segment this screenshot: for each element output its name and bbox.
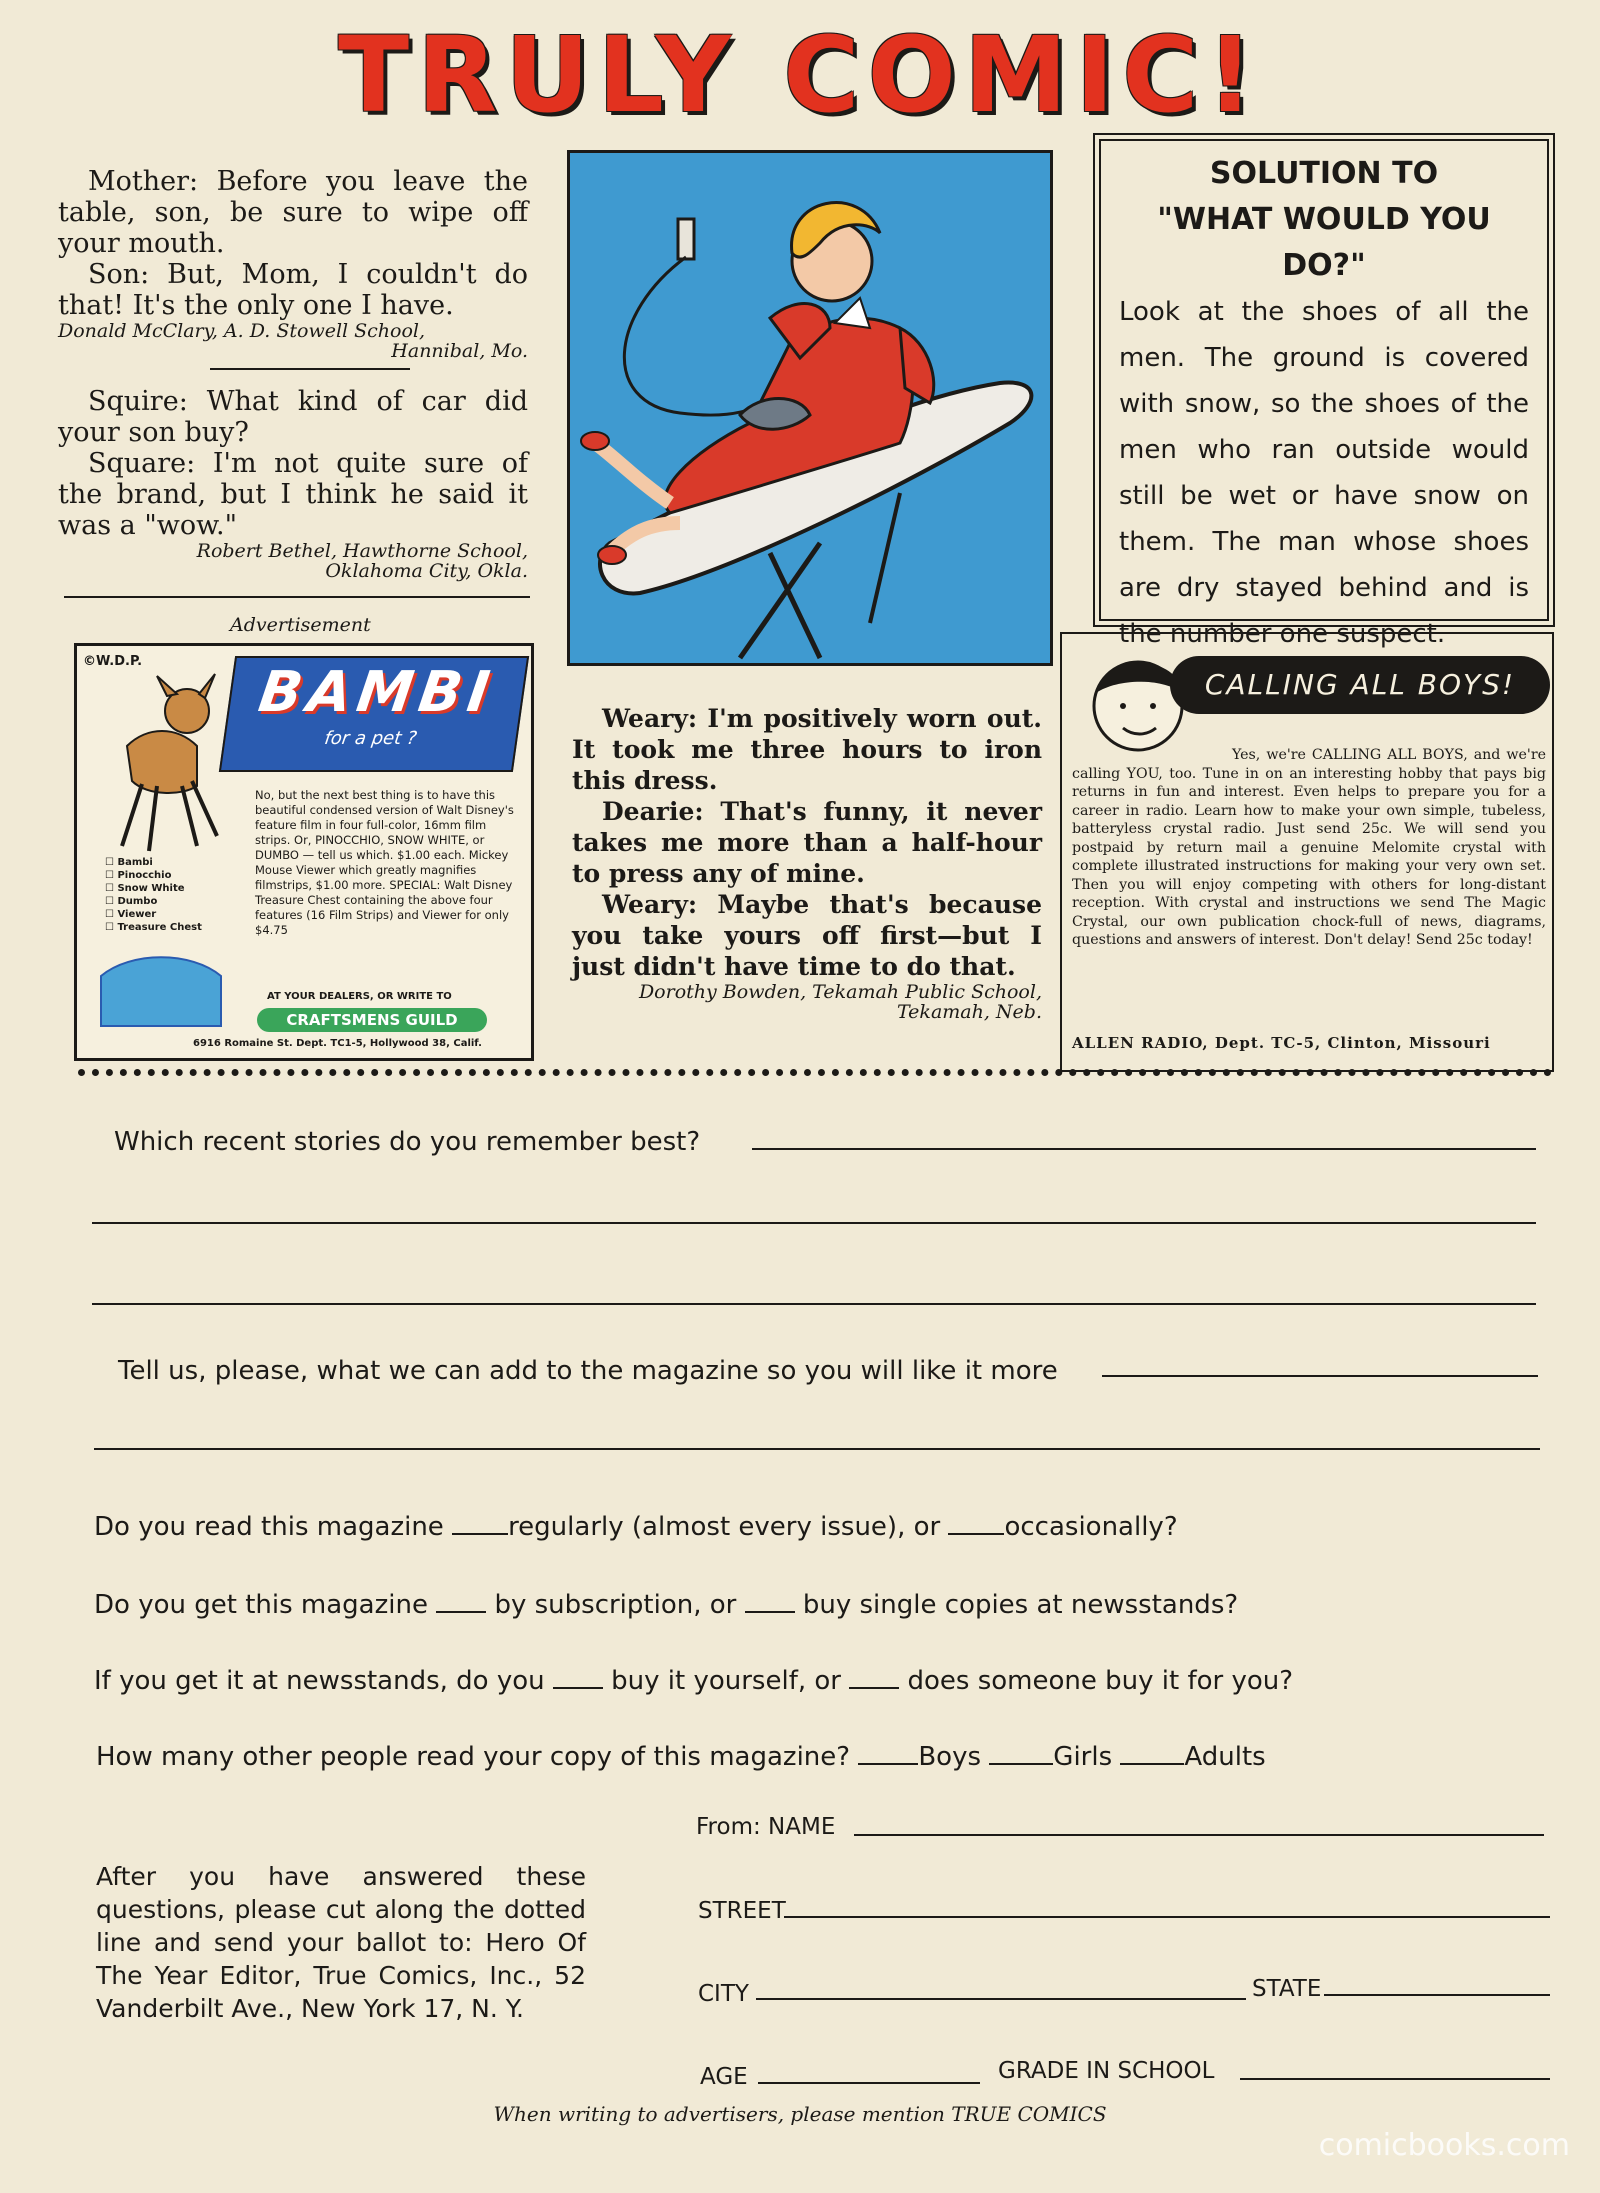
comic-panel-ironing: [567, 150, 1053, 666]
joke-credit: Donald McClary, A. D. Stowell School,: [58, 320, 426, 342]
checkbox-list: [105, 856, 202, 934]
dealer-text: AT YOUR DEALERS, OR WRITE TO: [267, 991, 452, 1002]
bambi-address: 6916 Romaine St. Dept. TC1-5, Hollywood 38, Calif.: [193, 1038, 482, 1049]
grade-field[interactable]: [1240, 2078, 1550, 2080]
radio-address: ALLEN RADIO, Dept. TC-5, Clinton, Missouri: [1072, 1034, 1491, 1052]
city-label: CITY: [698, 1981, 749, 2007]
question-read-frequency: [94, 1512, 1178, 1542]
joke-credit: Robert Bethel, Hawthorne School,: [196, 540, 528, 562]
ironing-girl-illustration: [570, 153, 1050, 663]
checkbox-item[interactable]: ☐ Viewer: [105, 909, 157, 920]
question-readers-count: [96, 1742, 1266, 1772]
age-field[interactable]: [758, 2082, 980, 2084]
name-label: From: NAME: [696, 1814, 836, 1840]
joke-credit: Oklahoma City, Okla.: [325, 560, 528, 582]
question-text: Do you get this magazine: [94, 1590, 428, 1620]
cut-line: [78, 1069, 1552, 1076]
answer-blank[interactable]: [553, 1685, 603, 1689]
joke-squire: [58, 386, 528, 581]
checkbox-item[interactable]: ☐ Bambi: [105, 857, 153, 868]
divider: [210, 368, 410, 370]
question-text: If you get it at newsstands, do you: [94, 1666, 545, 1696]
checkbox-item[interactable]: ☐ Snow White: [105, 883, 185, 894]
solution-heading: "WHAT WOULD YOU DO?": [1157, 202, 1491, 283]
option-text: buy single copies at newsstands?: [802, 1590, 1239, 1620]
answer-blank[interactable]: [989, 1761, 1053, 1765]
solution-box: [1099, 139, 1549, 649]
copyright-mark: ©W.D.P.: [83, 654, 143, 669]
answer-line[interactable]: [752, 1148, 1536, 1150]
bambi-subhead: for a pet ?: [323, 728, 419, 749]
answer-line[interactable]: [94, 1448, 1540, 1450]
name-field[interactable]: [854, 1834, 1544, 1836]
bambi-headline: BAMBI: [254, 660, 500, 725]
answer-blank[interactable]: [436, 1609, 486, 1613]
option-text: occasionally?: [1004, 1512, 1178, 1542]
fawn-illustration: [87, 666, 227, 856]
city-field[interactable]: [756, 1998, 1246, 2000]
option-text: Boys: [918, 1742, 982, 1772]
company-badge: CRAFTSMENS GUILD: [257, 1008, 487, 1032]
option-text: buy it yourself, or: [611, 1666, 841, 1696]
mailing-instructions: After you have answered these questions, please cut along the dotted line and send your ballot to: Hero Of The Year Editor, True Comics, Inc., 52 Vanderbilt Ave., New York 17, N. Y.: [96, 1862, 586, 2023]
joke-line: Dearie: That's funny, it never takes me more than a half-hour to press any of mine.: [572, 797, 1042, 888]
checkbox-item[interactable]: ☐ Pinocchio: [105, 870, 172, 881]
joke-line: Weary: Maybe that's because you take yours off first—but I just didn't have time to do that.: [572, 890, 1042, 981]
divider: [64, 596, 530, 598]
solution-heading: SOLUTION TO: [1209, 156, 1439, 191]
joke-credit: Dorothy Bowden, Tekamah Public School,: [638, 981, 1042, 1003]
checkbox-item[interactable]: ☐ Treasure Chest: [105, 922, 202, 933]
question-improvements: Tell us, please, what we can add to the magazine so you will like it more: [118, 1356, 1058, 1386]
joke-mother: [58, 166, 528, 361]
answer-blank[interactable]: [948, 1531, 1004, 1535]
joke-line: Son: But, Mom, I couldn't do that! It's the only one I have.: [58, 259, 528, 321]
question-purchase-method: [94, 1590, 1238, 1620]
grade-label: GRADE IN SCHOOL: [998, 2058, 1215, 2084]
solution-text: Look at the shoes of all the men. The ground is covered with snow, so the shoes of the men who ran outside would still be wet or have snow on them. The man whose shoes are dry stayed behind and is the number one suspect.: [1119, 297, 1529, 649]
joke-line: Mother: Before you leave the table, son, be sure to wipe off your mouth.: [58, 166, 528, 259]
question-text: Do you read this magazine: [94, 1512, 444, 1542]
bambi-headline-banner: [219, 656, 529, 772]
answer-blank[interactable]: [1120, 1761, 1184, 1765]
joke-line: Square: I'm not quite sure of the brand, but I think he said it was a "wow.": [58, 448, 528, 541]
option-text: Girls: [1053, 1742, 1113, 1772]
joke-weary: [572, 703, 1042, 1022]
joke-credit: Tekamah, Neb.: [896, 1001, 1042, 1023]
watermark: comicbooks.com: [1318, 2128, 1570, 2163]
answer-line[interactable]: [92, 1222, 1536, 1224]
bambi-advertisement: [74, 643, 534, 1061]
joke-line: Weary: I'm positively worn out. It took me three hours to iron this dress.: [572, 704, 1042, 795]
option-text: does someone buy it for you?: [907, 1666, 1294, 1696]
joke-credit: Hannibal, Mo.: [391, 340, 528, 362]
answer-line[interactable]: [1102, 1375, 1538, 1377]
bambi-body: No, but the next best thing is to have this beautiful condensed version of Walt Disney's feature film in four full-color, 16mm film strips. Or, PINOCCHIO, SNOW WHITE, or DUMBO — tell us which. $1.00 each. Mickey Mouse Viewer which greatly magnifies filmstrips, $1.00 more. SPECIAL: Walt Disney Treasure Chest containing the above four features (16 Film Strips) and Viewer for only $4.75: [255, 788, 514, 937]
treasure-chest-illustration: [91, 946, 231, 1036]
street-field[interactable]: [784, 1916, 1550, 1918]
street-label: STREET: [698, 1898, 786, 1924]
checkbox-label: Bambi: [117, 857, 153, 868]
advertisement-label: Advertisement: [230, 614, 371, 636]
option-text: by subscription, or: [494, 1590, 737, 1620]
checkbox-label: Viewer: [117, 909, 157, 920]
state-label: STATE: [1252, 1976, 1322, 2002]
answer-blank[interactable]: [745, 1609, 795, 1613]
state-field[interactable]: [1324, 1994, 1550, 1996]
option-text: Adults: [1184, 1742, 1266, 1772]
checkbox-item[interactable]: ☐ Dumbo: [105, 896, 158, 907]
answer-blank[interactable]: [849, 1685, 899, 1689]
answer-line[interactable]: [92, 1303, 1536, 1305]
radio-advertisement: [1060, 632, 1554, 1072]
radio-body: Yes, we're CALLING ALL BOYS, and we're calling YOU, too. Tune in on an interesting hobby that pays big returns in fun and interest. Even helps to prepare you for a career in radio. Learn how to make your own simple, tubeless, batteryless crystal radio. Just send 25c. We will send you postpaid by return mail a genuine Melomite crystal with complete illustrated instructions for making your very own set. Then you will enjoy competing with others for long-distant reception. With crystal and instructions we send The Magic Crystal, our own publication chock-full of news, diagrams, questions and answers of interest. Don't delay! Send 25c today!: [1072, 747, 1546, 948]
checkbox-label: Treasure Chest: [117, 922, 202, 933]
joke-line: Squire: What kind of car did your son buy?: [58, 386, 528, 448]
page-title: TRULY COMIC!: [338, 14, 1262, 136]
answer-blank[interactable]: [858, 1761, 918, 1765]
advertiser-note: When writing to advertisers, please mention TRUE COMICS: [493, 2102, 1107, 2126]
checkbox-label: Snow White: [117, 883, 185, 894]
question-stories: Which recent stories do you remember best?: [114, 1127, 701, 1157]
checkbox-label: Dumbo: [117, 896, 158, 907]
age-label: AGE: [700, 2064, 748, 2090]
question-newsstand-buyer: [94, 1666, 1293, 1696]
radio-headline-bubble: [1170, 656, 1550, 714]
question-text: How many other people read your copy of this magazine?: [96, 1742, 851, 1772]
option-text: regularly (almost every issue), or: [508, 1512, 941, 1542]
radio-headline: CALLING ALL BOYS!: [1204, 668, 1516, 701]
checkbox-label: Pinocchio: [117, 870, 172, 881]
answer-blank[interactable]: [452, 1531, 508, 1535]
